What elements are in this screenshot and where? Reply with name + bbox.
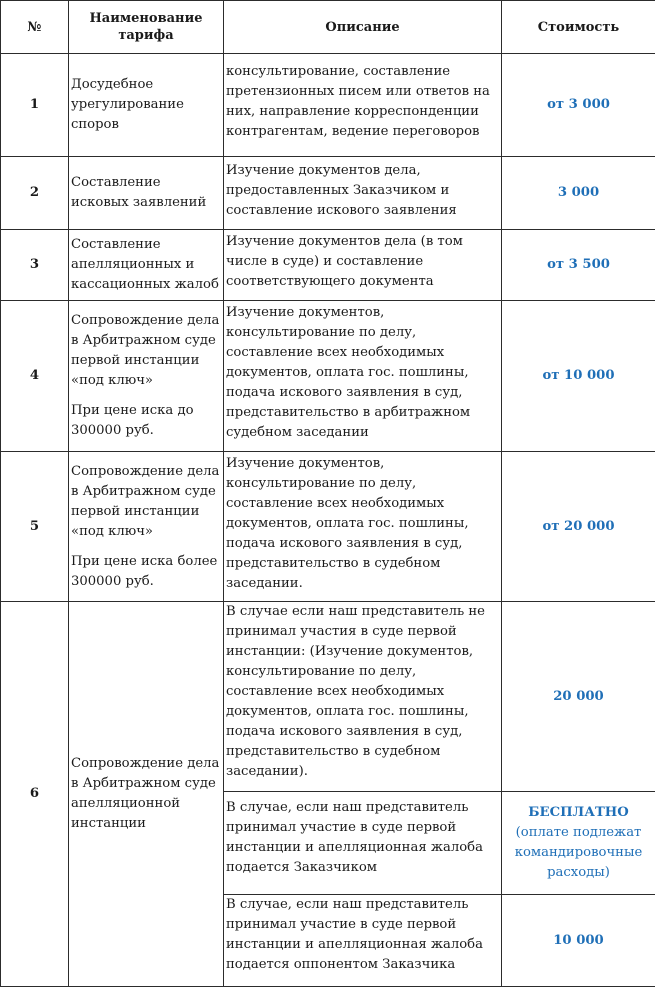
table-row	[1, 157, 655, 230]
tariff-price: от 3 500	[502, 230, 655, 301]
row-num: 2	[1, 157, 69, 230]
table-row	[1, 452, 655, 602]
tariff-name-cell	[69, 301, 224, 452]
header-num: №	[1, 1, 69, 54]
tariff-name-note: При цене иска более 300000 руб.	[71, 552, 221, 592]
tariff-name-cell	[69, 452, 224, 602]
row-num: 4	[1, 301, 69, 452]
tariff-desc: Изучение документов, консультирование по делу, составление всех необходимых документов, оплата гос. пошлины, подача искового заявления в суд, представительство в арбитражном судебном заседании	[224, 301, 502, 452]
header-price: Стоимость	[502, 1, 655, 54]
row-num: 1	[1, 54, 69, 157]
tariff-name: Составление исковых заявлений	[69, 157, 224, 230]
row-num: 3	[1, 230, 69, 301]
tariff-desc: В случае, если наш представитель принимал участие в суде первой инстанции и апелляционная жалоба подается Заказчиком	[224, 792, 502, 895]
table-row	[1, 230, 655, 301]
tariff-desc: В случае, если наш представитель принимал участие в суде первой инстанции и апелляционная жалоба подается оппонентом Заказчика	[224, 895, 502, 987]
tariff-desc: консультирование, составление претензионных писем или ответов на них, направление корреспонденции контрагентам, ведение переговоров	[224, 54, 502, 157]
tariff-desc: Изучение документов, консультирование по делу, составление всех необходимых документов, оплата гос. пошлины, подача искового заявления в суд, представительство в судебном заседании.	[224, 452, 502, 602]
tariff-price: от 10 000	[502, 301, 655, 452]
table-header-row	[1, 1, 655, 54]
tariff-price-cell	[502, 792, 655, 895]
header-desc: Описание	[224, 1, 502, 54]
tariff-desc: Изучение документов дела, предоставленных Заказчиком и составление искового заявления	[224, 157, 502, 230]
row-num: 5	[1, 452, 69, 602]
tariff-price: от 3 000	[502, 54, 655, 157]
tariff-price: 3 000	[502, 157, 655, 230]
tariff-price: БЕСПЛАТНО	[528, 805, 628, 820]
tariff-name-note: При цене иска до 300000 руб.	[71, 401, 221, 441]
tariff-name: Досудебное урегулирование споров	[69, 54, 224, 157]
tariff-price-note: (оплате подлежат командировочные расходы)	[515, 825, 643, 880]
tariff-name: Сопровождение дела в Арбитражном суде первой инстанции «под ключ»	[71, 462, 221, 542]
tariff-name: Сопровождение дела в Арбитражном суде апелляционной инстанции	[69, 602, 224, 987]
tariff-name: Сопровождение дела в Арбитражном суде первой инстанции «под ключ»	[71, 311, 221, 391]
tariff-name: Составление апелляционных и кассационных жалоб	[69, 230, 224, 301]
row-num: 6	[1, 602, 69, 987]
tariff-price: 20 000	[502, 602, 655, 792]
tariff-price: от 20 000	[502, 452, 655, 602]
header-name: Наименование тарифа	[69, 1, 224, 54]
tariff-price: 10 000	[502, 895, 655, 987]
tariff-desc: Изучение документов дела (в том числе в суде) и составление соответствующего документа	[224, 230, 502, 301]
table-row	[1, 54, 655, 157]
table-row	[1, 301, 655, 452]
tariff-desc: В случае если наш представитель не принимал участия в суде первой инстанции: (Изучение документов, консультирование по делу, составление всех необходимых документов, оплата гос. пошлины, подача искового заявления в суд, представительство в судебном заседании).	[224, 602, 502, 792]
table-row	[1, 602, 655, 792]
